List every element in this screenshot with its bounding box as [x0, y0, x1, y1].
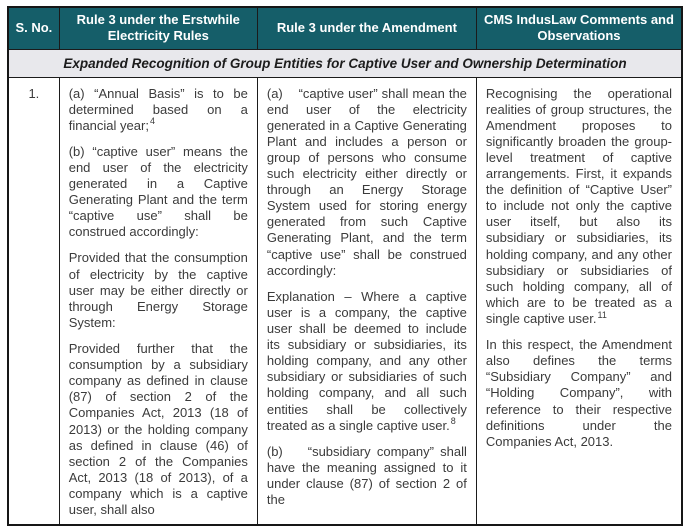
paragraph [267, 444, 467, 508]
paragraph [69, 250, 248, 331]
paragraph-text: (b) “captive user” means the end user of the electricity generated in a Captive Generating Plant and the term “captive use” shall be construed accordingly: [68, 143, 248, 240]
paragraph [69, 341, 248, 518]
footnote-marker: 11 [597, 309, 607, 320]
paragraph [267, 289, 467, 434]
section-title: Expanded Recognition of Group Entities for Captive User and Ownership Determination [8, 49, 682, 77]
paragraph [486, 86, 672, 328]
document-page [7, 6, 683, 518]
paragraph-text: Provided that the consumption of electricity by the captive user may be either directly or through Energy Storage System: [68, 250, 248, 330]
serial-number: 1. [28, 85, 40, 101]
paragraph-text: In this respect, the Amendment also defines the terms “Subsidiary Company” and “Holding Company”, with reference to their respective definitions under the Companies Act, 2013. [485, 337, 672, 449]
footnote-marker: 8 [450, 416, 456, 427]
paragraph-text: Explanation – Where a captive user is a company, the captive user shall be deemed to include its subsidiary or subsidiaries, its holding company, and any other subsidiary or subsidiaries of such holding company, and all such entities shall be collectively treated as a single captive user. [266, 288, 467, 433]
comparison-table [7, 6, 683, 526]
paragraph-text: Provided further that the consumption by a subsidiary company as defined in clause (87) of section 2 of the Companies Act, 2013 (18 of 2013) or the holding company as defined in clause (46) of section 2 of the Companies Act, 2013 (18 of 2013), of a company which is a captive user, shall also [68, 341, 248, 518]
table-header-row [8, 7, 682, 49]
paragraph-text: Recognising the operational realities of group structures, the Amendment proposes to significantly broaden the group-level treatment of captive arrangements. First, it expands the definition of “Captive User” to include not only the captive user itself, but also its subsidiary or subsidiaries, its holding company, and any other subsidiary or subsidiaries of such holding company, all of which are to be treated as a single captive user. [485, 85, 672, 327]
paragraph [69, 86, 248, 134]
table-row [8, 77, 682, 525]
paragraph-text: (a) “captive user” shall mean the end user of the electricity generated in a Captive Generating Plant and includes a person or group of persons who consume such electricity either directly or through an Energy Storage System used for storing energy generated from such Captive Generating Plant, and the term “captive use” shall be construed accordingly: [266, 85, 467, 278]
header-cell-comments: CMS IndusLaw Comments and Observations [476, 7, 682, 49]
paragraph [69, 144, 248, 241]
comments-cell [476, 77, 682, 525]
amendment-cell [257, 77, 476, 525]
header-cell-erstwhile-rules: Rule 3 under the Erstwhile Electricity Rules [59, 7, 257, 49]
footnote-marker: 4 [149, 116, 155, 127]
section-title-row [8, 49, 682, 77]
paragraph [486, 337, 672, 450]
paragraph-text: (b) “subsidiary company” shall have the meaning assigned to it under clause (87) of section 2 of the [266, 443, 467, 508]
paragraph-text: (a) “Annual Basis” is to be determined based on a financial year; [68, 85, 248, 133]
header-cell-serial-number: S. No. [8, 7, 59, 49]
serial-number-cell [8, 77, 59, 525]
header-cell-amendment: Rule 3 under the Amendment [257, 7, 476, 49]
paragraph [267, 86, 467, 279]
erstwhile-rules-cell [59, 77, 257, 525]
